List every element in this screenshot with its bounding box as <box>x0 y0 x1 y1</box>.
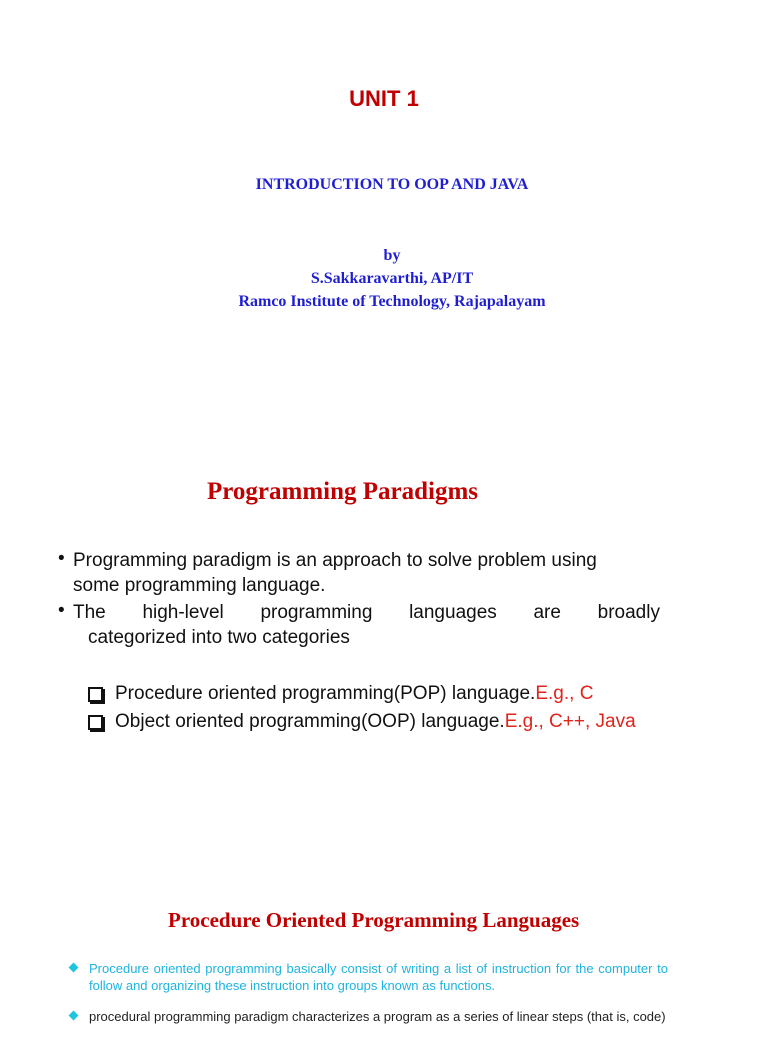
bullet-line <box>73 600 660 625</box>
checklist-example: E.g., C++, Java <box>504 711 636 732</box>
checklist-example: E.g., C <box>535 683 594 704</box>
checkbox-icon <box>88 715 103 730</box>
word: • The <box>73 602 106 623</box>
category-checklist <box>88 680 636 736</box>
bullet-line: categorized into two categories <box>88 627 350 648</box>
diamond-bullet-icon <box>69 1011 79 1021</box>
slide-heading: Programming Paradigms <box>207 478 479 505</box>
list-item <box>68 1008 668 1025</box>
checklist-text: Procedure oriented programming(POP) language. <box>115 683 536 704</box>
author-name: S.Sakkaravarthi, AP/IT <box>310 270 474 287</box>
bullet-line: • Programming paradigm is an approach to solve problem using <box>73 550 597 571</box>
checklist-text: Object oriented programming(OOP) language. <box>115 711 505 732</box>
diamond-bullet-icon <box>69 963 79 973</box>
author-block <box>0 244 768 313</box>
word: are <box>533 602 561 623</box>
bullet-line: some programming language. <box>73 575 326 596</box>
pop-list <box>68 960 668 1039</box>
bullet-item <box>56 600 660 650</box>
bullet-list <box>56 548 660 652</box>
word: languages <box>409 602 497 623</box>
course-subtitle: INTRODUCTION TO OOP AND JAVA <box>255 176 529 193</box>
list-item-text: Procedure oriented programming basically consist of writing a list of instruction for the computer to follow and organizing these instruction into groups known as functions. <box>89 961 668 993</box>
author-by: by <box>383 247 401 264</box>
checklist-item <box>88 708 636 736</box>
checkbox-icon <box>88 687 103 702</box>
word: programming <box>260 602 373 623</box>
word: high-level <box>142 602 224 623</box>
paradigms-slide <box>0 440 768 860</box>
pop-slide <box>0 880 768 1024</box>
title-slide <box>0 0 768 400</box>
author-institute: Ramco Institute of Technology, Rajapalayam <box>238 293 546 310</box>
word: broadly <box>597 602 660 623</box>
unit-title: UNIT 1 <box>349 86 419 111</box>
list-item <box>68 960 668 994</box>
slide-heading: Procedure Oriented Programming Languages <box>168 908 580 932</box>
bullet-item <box>56 548 660 598</box>
list-item-text: procedural programming paradigm characterizes a program as a series of linear steps (that is, code) <box>89 1009 666 1024</box>
checklist-item <box>88 680 636 708</box>
